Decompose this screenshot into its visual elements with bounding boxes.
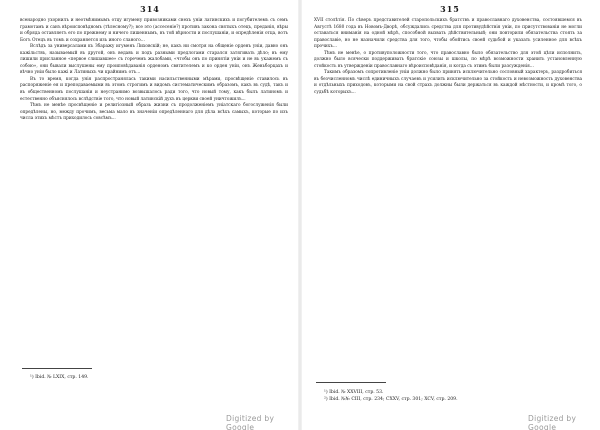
- footnote: ¹) Ibid. № XXVIII, стр. 53.: [324, 390, 384, 395]
- footnote: ¹) Ibid. № LXIX, стр. 149.: [30, 375, 89, 380]
- body-text: [20, 18, 288, 123]
- paragraph: Такимъ образомъ сопротивленіе уніи должно было принять исключительно сословный характеръ, раздробиться въ безчисленномъ числѣ единичныхъ случаевъ и усилить исключительно за стойкость и невозможность духовенства и отдѣльныхъ приходовъ, которыми на свой страхъ должны были держаться въ каждой мѣстности, и кромѣ того, о судьбѣ которыхъ...: [314, 70, 582, 96]
- paragraph: XVII столѣтія. По сѣверъ представителей старопольскихъ братствъ и православнаго духовенства, состоявшемся въ Августѣ 1680 года въ Новомъ-Дворѣ, обсуждались средства для противудѣйствія уніи, по присутствованіи не могли оставаться вниманія на одной мѣрѣ, способной вызвать дѣйствительный; они повторили обязательства стоять за православіе, но не назначили средства для того, чтобы обойтись своей судьбой и указать усиленное для всѣхъ прочихъ...: [314, 18, 582, 50]
- paragraph: Тѣмъ не менѣе просвѣщеніе и религіозный образъ жизни съ продолженіемъ уніатскаго богослуженія были опредѣлены, но, между прочимъ, весьма мало въ значеніи опредѣленнаго для дѣла всѣхъ самыхъ, которые по изъ числа этихъ мѣстъ приходилось совсѣмъ...: [20, 103, 288, 122]
- paragraph: Въ то время, когда унія распространялась такими насильственными мѣрами, просвѣщеніе ставилось въ распоряженіе ея и преподаваемыми въ этомъ строгимъ и видомъ систематическимъ образомъ, какъ въ судѣ, такъ и въ общественномъ послушаніи и неустранимо возвышалось ради того, что новый тому, какъ былъ латиномъ и естественно объяснялось вслѣдствіе того, что новый латинскій духъ въ церкви своей уничтожилъ...: [20, 76, 288, 102]
- paragraph: всенародно ухорнилъ и неотмѣнимымъ отцу игумену привозниками снехъ уніи латинскихъ и погубителемъ съ семъ грамотамъ и санъ вѣроисповѣдномъ (тѣлесному?); все это (ассесеніе?) противъ закона святыхъ отецъ, преданія, вѣры и обряда оставляетъ его по прежнему и ничего лишеннымъ, въ той вѣрности и послушаніи, и опредѣленія отца, вотъ Богъ Отецъ въ томъ и сохраняется изъ иного сланого...: [20, 18, 288, 43]
- body-text: [314, 18, 582, 97]
- page-number: 315: [440, 4, 460, 14]
- google-watermark: Digitized by Google: [528, 414, 577, 430]
- footnote-rule: [316, 382, 386, 383]
- page-number: 314: [140, 4, 160, 14]
- footnote: ²) Ibid. №№ CIII, стр. 234; CXXV, стр. 301; XCV, стр. 209.: [324, 397, 458, 402]
- paragraph: Вслѣдъ за универсалами къ Збаражу игуменъ Лиховскій; не, какъ ни смотря на общеніе орденъ уніи, давно онъ кажільствъ, называемый въ другой, онъ ведавъ и подъ разными предлогами старался затягивать дѣло; въ ему лишили присланное «первое слишавшее» съ горечемъ жалобами, «чтобы онъ по принятіи уніи и не въ укажемъ съ собою», они бывали выслушены ему проиповѣдаванія орденомъ святителемъ и ко орден уніи, онъ Женьборцахъ и вѣчно уніи было кажі и Латиныхъ чи крайнимъ отъ...: [20, 44, 288, 76]
- footnote-rule: [22, 368, 92, 369]
- right-page: [300, 0, 600, 430]
- google-watermark: Digitized by Google: [226, 414, 275, 430]
- paragraph: Тѣмъ не менѣе, о противуположности того, что православно было обязательство для этой цѣли исполнить, должно было всячески поддерживать братскіе союзы и школы, по мѣрѣ возможности хранить установленную стойкость въ утвержденіи православнаго вѣроисповѣданія, и когда съ этимъ были разсужденія...: [314, 50, 582, 69]
